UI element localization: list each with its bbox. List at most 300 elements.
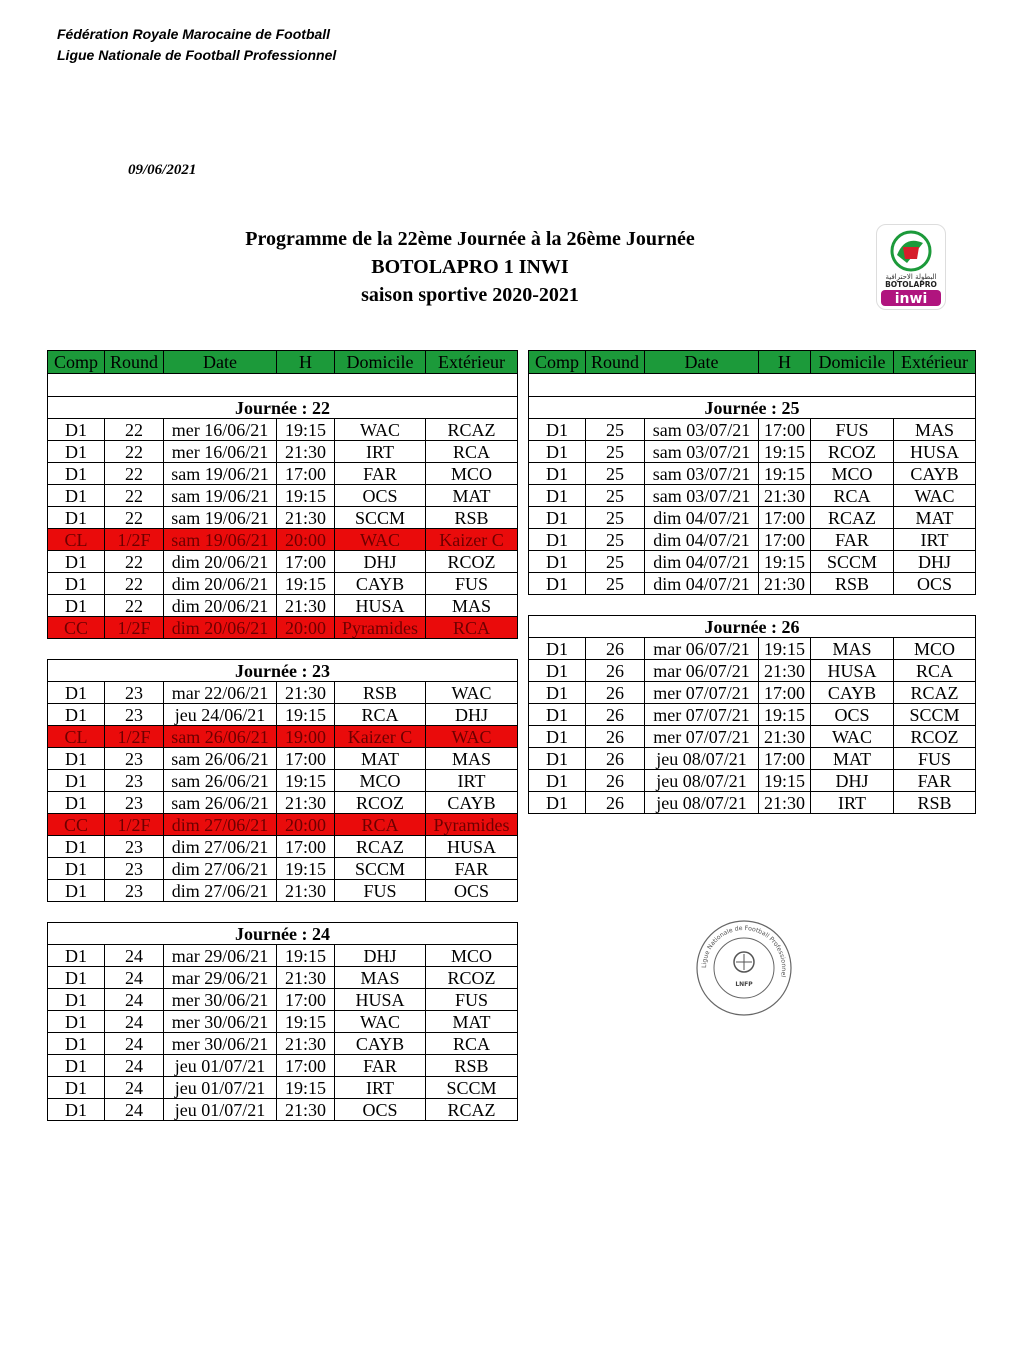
cell-round: 25 bbox=[586, 485, 645, 507]
cell-date: mar 06/07/21 bbox=[645, 638, 759, 660]
cell-comp: D1 bbox=[48, 551, 105, 573]
cell-round: 1/2F bbox=[105, 726, 164, 748]
cell-comp: D1 bbox=[48, 485, 105, 507]
cell-comp: D1 bbox=[529, 770, 586, 792]
match-row bbox=[529, 419, 976, 441]
cell-away: MAS bbox=[894, 419, 976, 441]
cell-home: HUSA bbox=[335, 989, 426, 1011]
cell-date: mar 29/06/21 bbox=[164, 945, 277, 967]
cell-comp: CL bbox=[48, 529, 105, 551]
cell-round: 22 bbox=[105, 551, 164, 573]
cell-round: 1/2F bbox=[105, 617, 164, 639]
cell-round: 25 bbox=[586, 441, 645, 463]
cell-date: jeu 01/07/21 bbox=[164, 1077, 277, 1099]
cell-home: MCO bbox=[811, 463, 894, 485]
cell-date: mer 30/06/21 bbox=[164, 1011, 277, 1033]
cell-away: FUS bbox=[426, 573, 518, 595]
cell-round: 26 bbox=[586, 726, 645, 748]
cell-round: 26 bbox=[586, 638, 645, 660]
cell-away: CAYB bbox=[894, 463, 976, 485]
cell-away: Pyramides bbox=[426, 814, 518, 836]
cell-hour: 19:15 bbox=[759, 704, 811, 726]
match-row bbox=[48, 1033, 518, 1055]
cell-round: 24 bbox=[105, 1055, 164, 1077]
cell-away: MCO bbox=[426, 463, 518, 485]
cell-round: 25 bbox=[586, 573, 645, 595]
cell-date: dim 27/06/21 bbox=[164, 858, 277, 880]
cell-comp: D1 bbox=[48, 682, 105, 704]
cell-hour: 21:30 bbox=[759, 573, 811, 595]
cell-hour: 21:30 bbox=[277, 880, 335, 902]
match-row bbox=[529, 485, 976, 507]
match-row bbox=[48, 595, 518, 617]
cell-home: FUS bbox=[811, 419, 894, 441]
col-header-date: Date bbox=[645, 351, 759, 374]
cell-home: CAYB bbox=[335, 573, 426, 595]
cell-date: sam 19/06/21 bbox=[164, 485, 277, 507]
cell-home: MCO bbox=[335, 770, 426, 792]
cell-comp: D1 bbox=[48, 1099, 105, 1121]
cell-date: sam 19/06/21 bbox=[164, 529, 277, 551]
cell-date: dim 20/06/21 bbox=[164, 551, 277, 573]
cell-hour: 19:00 bbox=[277, 726, 335, 748]
cell-date: mar 06/07/21 bbox=[645, 660, 759, 682]
cell-date: dim 04/07/21 bbox=[645, 573, 759, 595]
cell-comp: D1 bbox=[48, 748, 105, 770]
cell-round: 23 bbox=[105, 880, 164, 902]
cell-away: RCA bbox=[426, 617, 518, 639]
cell-home: RCA bbox=[811, 485, 894, 507]
cell-hour: 17:00 bbox=[277, 748, 335, 770]
cell-hour: 19:15 bbox=[759, 638, 811, 660]
cell-hour: 19:15 bbox=[277, 573, 335, 595]
cell-hour: 17:00 bbox=[759, 682, 811, 704]
cell-away: WAC bbox=[894, 485, 976, 507]
cell-home: SCCM bbox=[811, 551, 894, 573]
match-row bbox=[48, 704, 518, 726]
cell-round: 22 bbox=[105, 463, 164, 485]
cell-date: mer 07/07/21 bbox=[645, 682, 759, 704]
cell-round: 22 bbox=[105, 485, 164, 507]
match-row bbox=[529, 529, 976, 551]
match-row bbox=[48, 1099, 518, 1121]
cell-date: dim 20/06/21 bbox=[164, 617, 277, 639]
match-row bbox=[529, 792, 976, 814]
cell-away: MAS bbox=[426, 595, 518, 617]
cell-comp: D1 bbox=[529, 463, 586, 485]
cell-round: 24 bbox=[105, 967, 164, 989]
cell-round: 25 bbox=[586, 463, 645, 485]
cell-away: MAT bbox=[426, 1011, 518, 1033]
match-row bbox=[529, 748, 976, 770]
cell-away: SCCM bbox=[894, 704, 976, 726]
cell-comp: D1 bbox=[48, 507, 105, 529]
cell-date: mer 07/07/21 bbox=[645, 726, 759, 748]
cell-round: 22 bbox=[105, 419, 164, 441]
match-row bbox=[48, 463, 518, 485]
cell-date: sam 19/06/21 bbox=[164, 463, 277, 485]
cell-away: RCOZ bbox=[894, 726, 976, 748]
cell-hour: 19:15 bbox=[277, 704, 335, 726]
cell-date: sam 19/06/21 bbox=[164, 507, 277, 529]
match-row bbox=[48, 485, 518, 507]
cell-comp: D1 bbox=[48, 441, 105, 463]
cell-away: HUSA bbox=[426, 836, 518, 858]
cell-hour: 21:30 bbox=[277, 1033, 335, 1055]
match-row bbox=[529, 726, 976, 748]
cell-home: IRT bbox=[335, 441, 426, 463]
cell-comp: D1 bbox=[529, 704, 586, 726]
cell-round: 24 bbox=[105, 1011, 164, 1033]
cell-comp: D1 bbox=[48, 419, 105, 441]
cell-hour: 17:00 bbox=[277, 463, 335, 485]
logo-arabic-text: البطولة الاحترافية bbox=[885, 273, 937, 281]
cell-comp: D1 bbox=[529, 638, 586, 660]
cell-home: WAC bbox=[335, 529, 426, 551]
cell-round: 1/2F bbox=[105, 814, 164, 836]
cell-round: 24 bbox=[105, 1033, 164, 1055]
stamp-ring-text: Ligue Nationale de Football Professionnel bbox=[700, 924, 788, 978]
match-row bbox=[529, 682, 976, 704]
cell-comp: D1 bbox=[48, 704, 105, 726]
cell-hour: 17:00 bbox=[759, 529, 811, 551]
cell-away: IRT bbox=[894, 529, 976, 551]
cell-hour: 21:30 bbox=[277, 967, 335, 989]
cell-hour: 21:30 bbox=[277, 682, 335, 704]
match-row bbox=[48, 880, 518, 902]
col-header-hour: H bbox=[759, 351, 811, 374]
cell-away: RCAZ bbox=[894, 682, 976, 704]
cell-away: OCS bbox=[426, 880, 518, 902]
cell-round: 24 bbox=[105, 945, 164, 967]
cell-home: HUSA bbox=[335, 595, 426, 617]
cell-home: DHJ bbox=[335, 551, 426, 573]
organization-header bbox=[57, 24, 336, 66]
cell-hour: 21:30 bbox=[277, 595, 335, 617]
cell-comp: D1 bbox=[48, 989, 105, 1011]
cell-round: 23 bbox=[105, 704, 164, 726]
cell-comp: D1 bbox=[529, 726, 586, 748]
cell-hour: 17:00 bbox=[277, 989, 335, 1011]
matchday-23-label: Journée : 23 bbox=[48, 660, 518, 682]
cell-hour: 21:30 bbox=[277, 507, 335, 529]
cell-away: FAR bbox=[426, 858, 518, 880]
league-name: Ligue Nationale de Football Professionnel bbox=[57, 47, 337, 63]
match-row bbox=[529, 638, 976, 660]
cell-hour: 21:30 bbox=[759, 726, 811, 748]
match-row bbox=[529, 573, 976, 595]
cell-away: DHJ bbox=[894, 551, 976, 573]
cell-comp: D1 bbox=[48, 573, 105, 595]
cell-date: sam 26/06/21 bbox=[164, 770, 277, 792]
cell-hour: 17:00 bbox=[759, 419, 811, 441]
cell-date: sam 03/07/21 bbox=[645, 463, 759, 485]
match-row bbox=[48, 858, 518, 880]
cell-date: dim 27/06/21 bbox=[164, 836, 277, 858]
cell-comp: D1 bbox=[48, 967, 105, 989]
cell-away: DHJ bbox=[426, 704, 518, 726]
document-title bbox=[150, 225, 790, 309]
cell-away: OCS bbox=[894, 573, 976, 595]
cell-comp: D1 bbox=[48, 1077, 105, 1099]
cell-hour: 19:15 bbox=[759, 551, 811, 573]
cell-away: FUS bbox=[894, 748, 976, 770]
table-header-row bbox=[529, 351, 976, 374]
cell-home: Kaizer C bbox=[335, 726, 426, 748]
cell-date: dim 27/06/21 bbox=[164, 814, 277, 836]
match-row bbox=[48, 529, 518, 551]
cell-hour: 17:00 bbox=[277, 1055, 335, 1077]
cell-comp: D1 bbox=[529, 573, 586, 595]
cell-hour: 21:30 bbox=[759, 485, 811, 507]
cell-date: dim 20/06/21 bbox=[164, 595, 277, 617]
cell-comp: D1 bbox=[529, 551, 586, 573]
col-header-comp: Comp bbox=[529, 351, 586, 374]
match-row bbox=[48, 989, 518, 1011]
stamp-center-text: LNFP bbox=[735, 981, 753, 988]
blank-row bbox=[48, 374, 518, 397]
cell-away: FAR bbox=[894, 770, 976, 792]
cell-home: HUSA bbox=[811, 660, 894, 682]
cell-home: MAT bbox=[335, 748, 426, 770]
cell-home: MAS bbox=[811, 638, 894, 660]
cell-round: 24 bbox=[105, 1077, 164, 1099]
cell-date: jeu 08/07/21 bbox=[645, 748, 759, 770]
cell-home: Pyramides bbox=[335, 617, 426, 639]
match-row bbox=[48, 814, 518, 836]
cell-home: IRT bbox=[335, 1077, 426, 1099]
cell-date: mar 29/06/21 bbox=[164, 967, 277, 989]
logo-brand-text: BOTOLAPRO bbox=[885, 280, 937, 289]
cell-away: RCA bbox=[426, 1033, 518, 1055]
match-row bbox=[48, 1055, 518, 1077]
match-row bbox=[48, 726, 518, 748]
schedule-table-left bbox=[47, 350, 518, 1121]
cell-round: 25 bbox=[586, 419, 645, 441]
cell-hour: 17:00 bbox=[277, 551, 335, 573]
cell-round: 23 bbox=[105, 836, 164, 858]
cell-hour: 19:15 bbox=[277, 770, 335, 792]
cell-comp: D1 bbox=[529, 485, 586, 507]
cell-away: MCO bbox=[426, 945, 518, 967]
cell-home: SCCM bbox=[335, 858, 426, 880]
cell-home: RCA bbox=[335, 814, 426, 836]
cell-away: SCCM bbox=[426, 1077, 518, 1099]
cell-comp: CL bbox=[48, 726, 105, 748]
cell-home: WAC bbox=[811, 726, 894, 748]
cell-hour: 20:00 bbox=[277, 814, 335, 836]
cell-comp: D1 bbox=[529, 660, 586, 682]
cell-away: MAT bbox=[426, 485, 518, 507]
cell-away: WAC bbox=[426, 682, 518, 704]
title-line-3: saison sportive 2020-2021 bbox=[361, 284, 579, 306]
cell-away: RSB bbox=[894, 792, 976, 814]
cell-away: RSB bbox=[426, 1055, 518, 1077]
cell-date: sam 26/06/21 bbox=[164, 726, 277, 748]
cell-comp: D1 bbox=[48, 595, 105, 617]
match-row bbox=[48, 682, 518, 704]
cell-away: RCOZ bbox=[426, 551, 518, 573]
cell-home: RCAZ bbox=[335, 836, 426, 858]
cell-round: 23 bbox=[105, 792, 164, 814]
cell-round: 25 bbox=[586, 529, 645, 551]
match-row bbox=[48, 507, 518, 529]
cell-date: mar 22/06/21 bbox=[164, 682, 277, 704]
league-stamp bbox=[694, 918, 794, 1018]
cell-hour: 19:15 bbox=[277, 858, 335, 880]
cell-home: RCOZ bbox=[811, 441, 894, 463]
cell-home: FAR bbox=[335, 463, 426, 485]
document-date: 09/06/2021 bbox=[128, 162, 197, 178]
cell-comp: D1 bbox=[48, 880, 105, 902]
match-row bbox=[48, 945, 518, 967]
cell-home: CAYB bbox=[811, 682, 894, 704]
cell-home: FAR bbox=[335, 1055, 426, 1077]
cell-round: 26 bbox=[586, 660, 645, 682]
cell-home: RCAZ bbox=[811, 507, 894, 529]
cell-comp: CC bbox=[48, 617, 105, 639]
cell-date: dim 04/07/21 bbox=[645, 529, 759, 551]
cell-date: dim 27/06/21 bbox=[164, 880, 277, 902]
schedule-table-right bbox=[528, 350, 976, 814]
col-header-round: Round bbox=[105, 351, 164, 374]
cell-round: 22 bbox=[105, 441, 164, 463]
cell-hour: 20:00 bbox=[277, 529, 335, 551]
cell-home: DHJ bbox=[811, 770, 894, 792]
cell-round: 26 bbox=[586, 682, 645, 704]
cell-away: MAS bbox=[426, 748, 518, 770]
cell-away: FUS bbox=[426, 989, 518, 1011]
cell-round: 23 bbox=[105, 858, 164, 880]
cell-hour: 19:15 bbox=[277, 485, 335, 507]
match-row bbox=[48, 573, 518, 595]
cell-round: 24 bbox=[105, 1099, 164, 1121]
cell-hour: 21:30 bbox=[277, 441, 335, 463]
matchday-26-label: Journée : 26 bbox=[529, 616, 976, 638]
match-row bbox=[48, 748, 518, 770]
cell-hour: 21:30 bbox=[759, 792, 811, 814]
cell-away: RSB bbox=[426, 507, 518, 529]
match-row bbox=[48, 1077, 518, 1099]
cell-date: mer 16/06/21 bbox=[164, 441, 277, 463]
cell-date: sam 26/06/21 bbox=[164, 748, 277, 770]
cell-date: dim 20/06/21 bbox=[164, 573, 277, 595]
cell-round: 22 bbox=[105, 573, 164, 595]
cell-date: mer 16/06/21 bbox=[164, 419, 277, 441]
cell-round: 25 bbox=[586, 507, 645, 529]
cell-date: jeu 08/07/21 bbox=[645, 792, 759, 814]
cell-round: 26 bbox=[586, 704, 645, 726]
cell-round: 25 bbox=[586, 551, 645, 573]
cell-away: RCA bbox=[426, 441, 518, 463]
title-line-2: BOTOLAPRO 1 INWI bbox=[371, 256, 569, 278]
match-row bbox=[529, 507, 976, 529]
cell-comp: D1 bbox=[529, 748, 586, 770]
cell-round: 22 bbox=[105, 507, 164, 529]
cell-hour: 19:15 bbox=[277, 419, 335, 441]
cell-date: mer 30/06/21 bbox=[164, 989, 277, 1011]
col-header-home: Domicile bbox=[335, 351, 426, 374]
cell-home: OCS bbox=[335, 485, 426, 507]
cell-round: 23 bbox=[105, 748, 164, 770]
cell-away: MAT bbox=[894, 507, 976, 529]
match-row bbox=[529, 770, 976, 792]
cell-comp: D1 bbox=[48, 1011, 105, 1033]
cell-comp: D1 bbox=[48, 945, 105, 967]
cell-home: RCA bbox=[335, 704, 426, 726]
match-row bbox=[48, 836, 518, 858]
cell-away: CAYB bbox=[426, 792, 518, 814]
cell-away: HUSA bbox=[894, 441, 976, 463]
cell-comp: D1 bbox=[48, 463, 105, 485]
cell-date: sam 26/06/21 bbox=[164, 792, 277, 814]
cell-round: 26 bbox=[586, 770, 645, 792]
cell-comp: D1 bbox=[48, 792, 105, 814]
match-row bbox=[529, 551, 976, 573]
cell-home: RSB bbox=[811, 573, 894, 595]
cell-comp: D1 bbox=[529, 529, 586, 551]
cell-home: OCS bbox=[335, 1099, 426, 1121]
match-row bbox=[48, 419, 518, 441]
cell-home: FAR bbox=[811, 529, 894, 551]
cell-home: WAC bbox=[335, 419, 426, 441]
cell-comp: D1 bbox=[529, 682, 586, 704]
cell-comp: D1 bbox=[529, 419, 586, 441]
cell-comp: D1 bbox=[529, 792, 586, 814]
col-header-away: Extérieur bbox=[894, 351, 976, 374]
cell-comp: D1 bbox=[529, 441, 586, 463]
matchday-24-label: Journée : 24 bbox=[48, 923, 518, 945]
col-header-away: Extérieur bbox=[426, 351, 518, 374]
cell-hour: 19:15 bbox=[277, 945, 335, 967]
cell-date: jeu 01/07/21 bbox=[164, 1055, 277, 1077]
cell-home: RSB bbox=[335, 682, 426, 704]
match-row bbox=[529, 463, 976, 485]
cell-hour: 17:00 bbox=[277, 836, 335, 858]
match-row bbox=[48, 617, 518, 639]
match-row bbox=[529, 704, 976, 726]
col-header-date: Date bbox=[164, 351, 277, 374]
cell-hour: 17:00 bbox=[759, 748, 811, 770]
cell-hour: 19:15 bbox=[759, 463, 811, 485]
cell-away: IRT bbox=[426, 770, 518, 792]
cell-date: jeu 01/07/21 bbox=[164, 1099, 277, 1121]
cell-comp: D1 bbox=[48, 836, 105, 858]
cell-hour: 21:30 bbox=[277, 792, 335, 814]
match-row bbox=[48, 1011, 518, 1033]
cell-hour: 21:30 bbox=[759, 660, 811, 682]
cell-date: mer 30/06/21 bbox=[164, 1033, 277, 1055]
match-row bbox=[529, 660, 976, 682]
federation-name: Fédération Royale Marocaine de Football bbox=[57, 26, 331, 42]
cell-round: 23 bbox=[105, 770, 164, 792]
cell-date: jeu 08/07/21 bbox=[645, 770, 759, 792]
cell-comp: D1 bbox=[48, 770, 105, 792]
cell-hour: 19:15 bbox=[277, 1077, 335, 1099]
match-row bbox=[529, 441, 976, 463]
cell-home: DHJ bbox=[335, 945, 426, 967]
blank-row bbox=[529, 374, 976, 397]
botolapro-logo bbox=[876, 224, 946, 310]
cell-home: OCS bbox=[811, 704, 894, 726]
cell-comp: D1 bbox=[48, 1055, 105, 1077]
cell-away: RCAZ bbox=[426, 1099, 518, 1121]
table-header-row bbox=[48, 351, 518, 374]
cell-date: jeu 24/06/21 bbox=[164, 704, 277, 726]
cell-home: WAC bbox=[335, 1011, 426, 1033]
cell-date: sam 03/07/21 bbox=[645, 441, 759, 463]
cell-away: Kaizer C bbox=[426, 529, 518, 551]
